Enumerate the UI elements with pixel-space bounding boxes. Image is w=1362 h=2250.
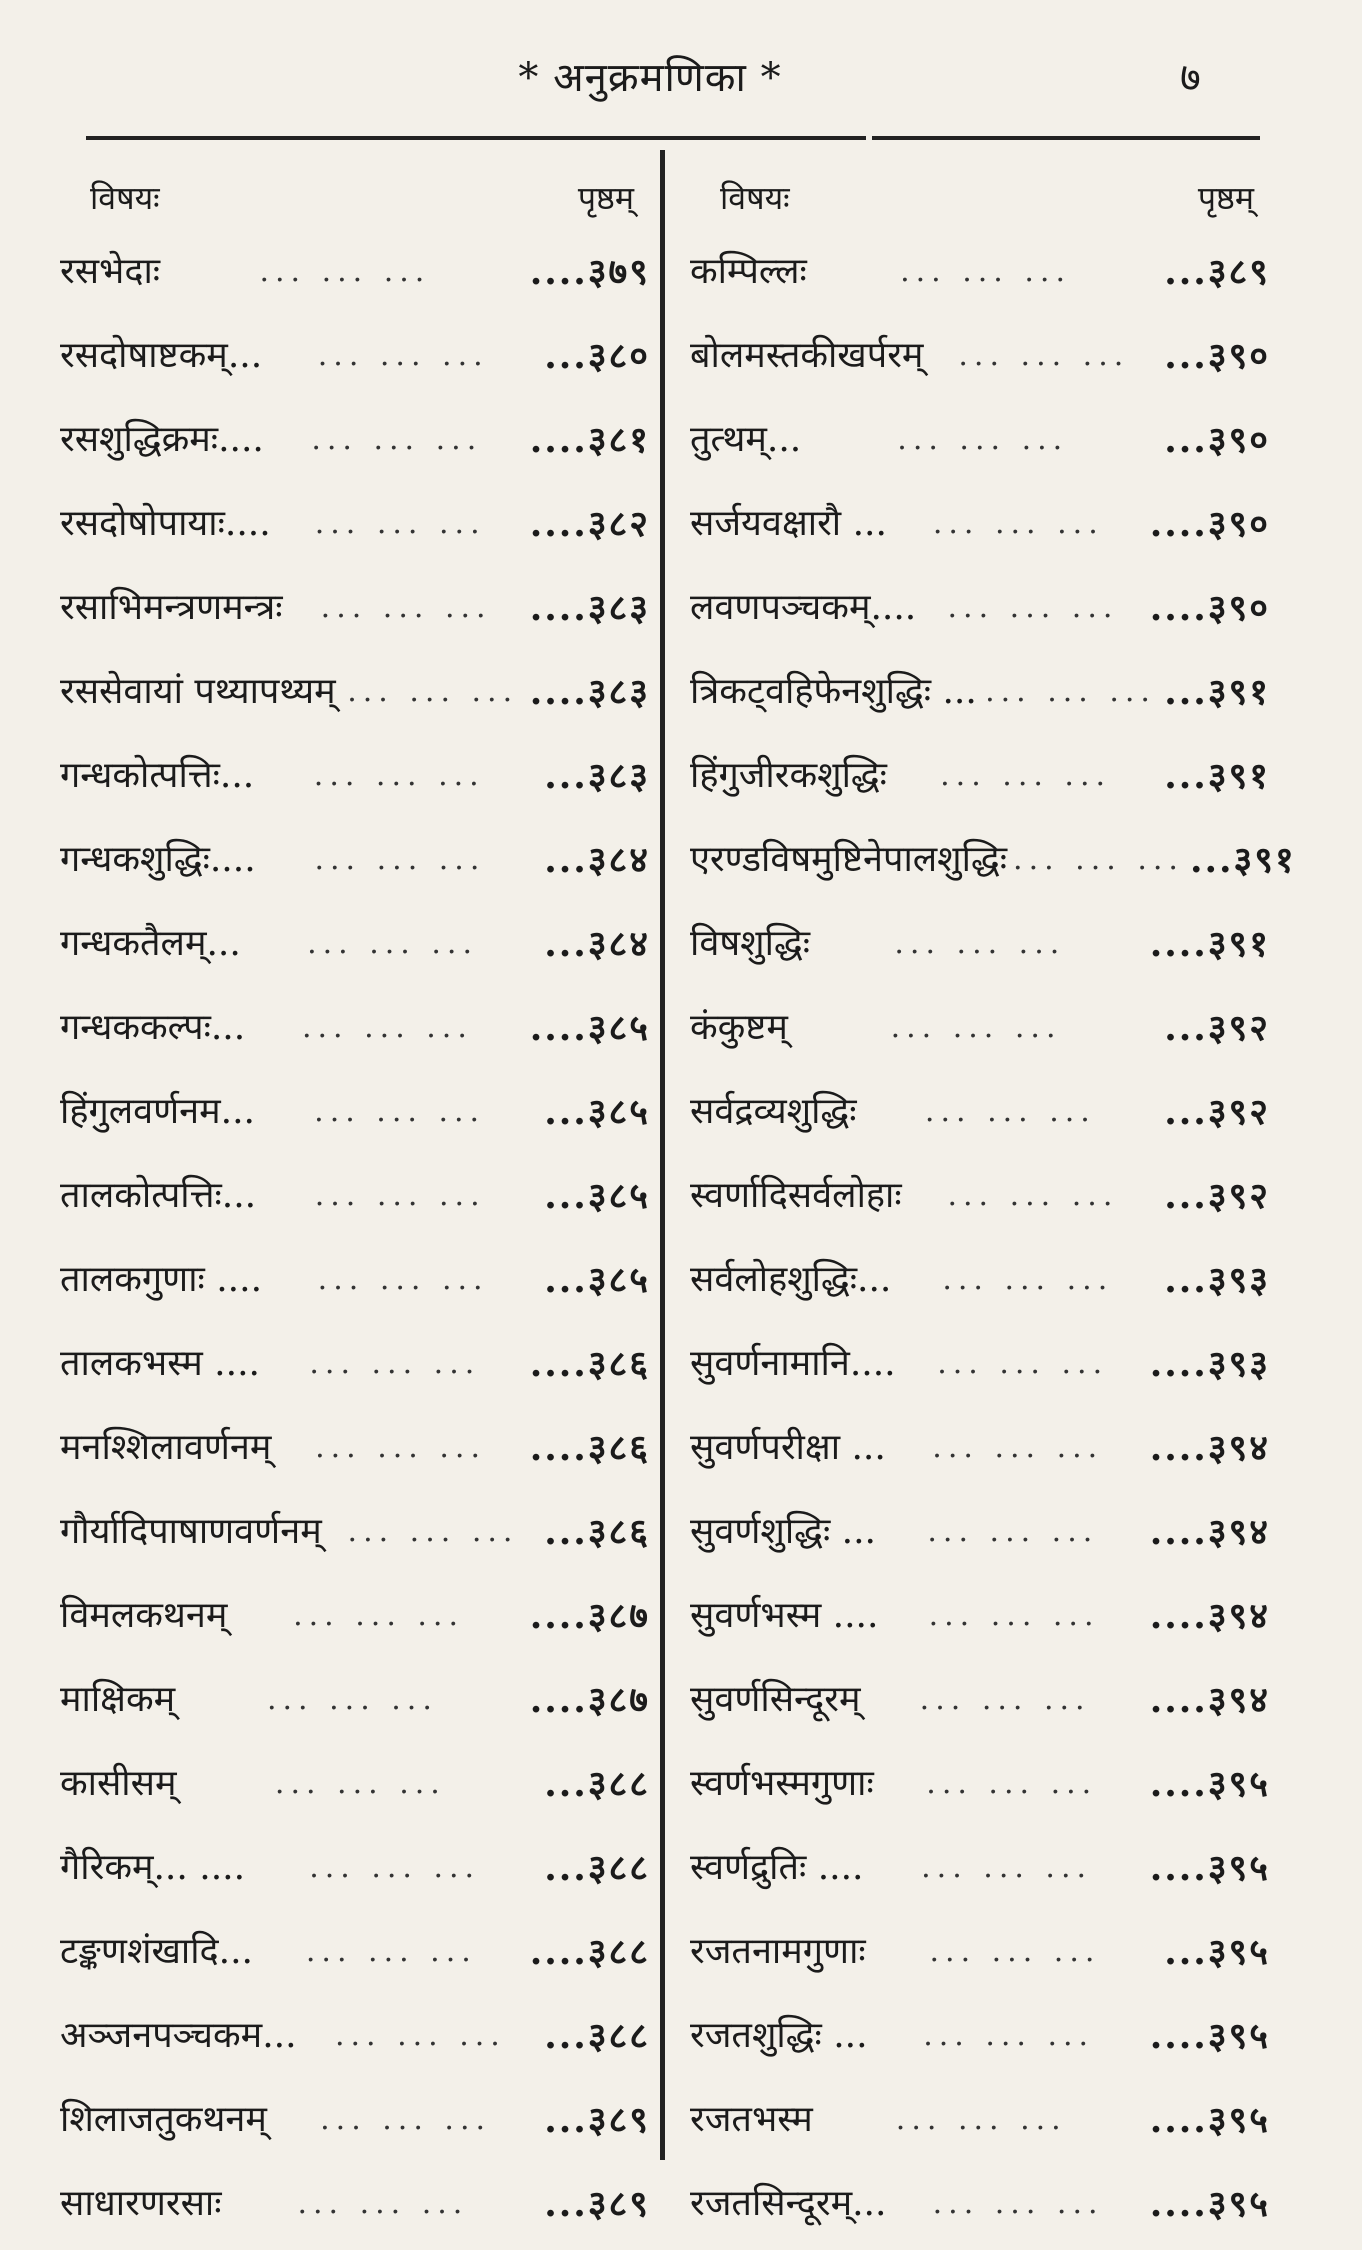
entry-subject: एरण्डविषमुष्टिनेपालशुद्धिः	[690, 839, 1008, 880]
header-rule-right	[872, 136, 1260, 140]
entry-page-number: ...३८९	[544, 2183, 650, 2225]
entry-subject: माक्षिकम्	[60, 1679, 176, 1720]
index-entry	[690, 2162, 1270, 2246]
entry-page-number: ....३८७	[529, 1679, 650, 1721]
entry-page-number: ....३९४	[1149, 1679, 1270, 1721]
index-entry	[690, 2078, 1270, 2162]
entry-subject: गन्धकतैलम्...	[60, 923, 241, 964]
entry-subject: टङ्कणशंखादि...	[60, 1931, 253, 1972]
entry-subject: तालकभस्म ....	[60, 1343, 260, 1384]
index-entry	[60, 650, 650, 734]
entry-subject: रसभेदाः	[60, 251, 161, 292]
leader-dots: ... ... ...	[314, 506, 486, 541]
leader-dots: ... ... ...	[320, 2102, 492, 2137]
entry-page-number: ...३९२	[1164, 1175, 1270, 1217]
leader-dots: ... ... ...	[927, 1514, 1099, 1549]
leader-dots: ... ... ...	[923, 2018, 1095, 2053]
entry-page-number: ...३८०	[544, 335, 650, 377]
entry-page-number: ...३८३	[544, 755, 650, 797]
entry-page-number: ...३८८	[544, 1763, 650, 1805]
leader-dots: ... ... ...	[347, 674, 519, 709]
leader-dots: ... ... ...	[347, 1514, 519, 1549]
entry-subject: स्वर्णभस्मगुणाः	[690, 1763, 874, 1804]
index-entry	[690, 482, 1270, 566]
index-entry	[690, 986, 1270, 1070]
right-page-heading: पृष्ठम्	[1197, 179, 1254, 217]
index-entry	[60, 1490, 650, 1574]
entry-page-number: ...३८६	[544, 1511, 650, 1553]
leader-dots: ... ... ...	[947, 590, 1119, 625]
entry-page-number: ....३८६	[529, 1427, 650, 1469]
entry-page-number: ....३८१	[529, 419, 650, 461]
index-entry	[690, 1574, 1270, 1658]
leader-dots: ... ... ...	[940, 758, 1112, 793]
leader-dots: ... ... ...	[301, 1010, 473, 1045]
index-entry	[60, 1574, 650, 1658]
entry-subject: सुवर्णपरीक्षा ...	[690, 1427, 886, 1468]
entry-subject: तालकोत्पत्तिः...	[60, 1175, 257, 1216]
entry-page-number: ...३९१	[1164, 755, 1270, 797]
index-entry	[690, 1658, 1270, 1742]
leader-dots: ... ... ...	[947, 1178, 1119, 1213]
entry-subject: अञ्जनपञ्चकम...	[60, 2015, 297, 2056]
entry-subject: विमलकथनम्	[60, 1595, 228, 1636]
entry-page-number: ....३८६	[529, 1343, 650, 1385]
left-subject-heading: विषयः	[90, 179, 160, 217]
leader-dots: ... ... ...	[900, 254, 1071, 289]
entry-page-number: ...३८४	[544, 923, 650, 965]
entry-page-number: ....३८८	[529, 1931, 650, 1973]
entry-subject: गन्धककल्पः...	[60, 1007, 246, 1048]
leader-dots: ... ... ...	[985, 674, 1156, 709]
index-entry	[60, 398, 650, 482]
entry-subject: स्वर्णादिसर्वलोहाः	[690, 1175, 902, 1216]
right-index-list	[690, 230, 1296, 2246]
index-entry	[60, 1322, 650, 1406]
leader-dots: ... ... ...	[274, 1766, 446, 1801]
entry-subject: गन्धकोत्पत्तिः...	[60, 755, 255, 796]
index-entry	[60, 734, 650, 818]
leader-dots: ... ... ...	[334, 2018, 506, 2053]
leader-dots: ... ... ...	[921, 1850, 1093, 1885]
entry-page-number: ....३८३	[529, 671, 650, 713]
index-entry	[690, 566, 1270, 650]
entry-subject: विषशुद्धिः	[690, 923, 810, 964]
leader-dots: ... ... ...	[919, 1682, 1091, 1717]
entry-page-number: ....३९०	[1149, 503, 1270, 545]
right-column-header	[690, 160, 1270, 220]
entry-page-number: ....३९३	[1149, 1343, 1270, 1385]
index-entry	[690, 1742, 1270, 1826]
entry-page-number: ...३९०	[1164, 419, 1270, 461]
index-entry	[60, 1658, 650, 1742]
entry-page-number: ....३९०	[1149, 587, 1270, 629]
entry-subject: तालकगुणाः ....	[60, 1259, 263, 1300]
entry-page-number: ...३८४	[544, 839, 650, 881]
index-entry	[60, 1910, 650, 1994]
leader-dots: ... ... ...	[307, 926, 478, 961]
leader-dots: ... ... ...	[924, 1094, 1096, 1129]
index-entry	[60, 1406, 650, 1490]
index-entry	[690, 818, 1296, 902]
entry-page-number: ...३९१	[1164, 671, 1270, 713]
entry-subject: रसशुद्धिक्रमः....	[60, 419, 264, 460]
index-entry	[60, 1994, 650, 2078]
index-entry	[60, 482, 650, 566]
entry-page-number: ....३९१	[1149, 923, 1270, 965]
leader-dots: ... ... ...	[314, 1094, 486, 1129]
entry-page-number: ...३९१	[1189, 839, 1296, 881]
left-column-header	[60, 160, 650, 220]
page-header	[0, 48, 1362, 108]
leader-dots: ... ... ...	[928, 1598, 1100, 1633]
left-index-list	[60, 230, 650, 2246]
leader-dots: ... ... ...	[309, 1850, 481, 1885]
entry-subject: शिलाजतुकथनम्	[60, 2099, 267, 2140]
index-entry	[690, 902, 1270, 986]
index-entry	[690, 1406, 1270, 1490]
leader-dots: ... ... ...	[311, 422, 483, 457]
column-divider	[660, 150, 665, 2160]
entry-subject: कासीसम्	[60, 1763, 177, 1804]
entry-page-number: ...३९०	[1164, 335, 1270, 377]
index-entry	[60, 2078, 650, 2162]
index-entry	[60, 1070, 650, 1154]
leader-dots: ... ... ...	[894, 926, 1066, 961]
entry-subject: गैरिकम्... ....	[60, 1847, 246, 1888]
leader-dots: ... ... ...	[932, 1430, 1104, 1465]
leader-dots: ... ... ...	[932, 2186, 1104, 2221]
entry-page-number: ....३८२	[529, 503, 650, 545]
entry-subject: सुवर्णसिन्दूरम्	[690, 1679, 861, 1720]
entry-page-number: ...३८५	[544, 1091, 650, 1133]
entry-subject: बोलमस्तकीखर्परम्	[690, 335, 924, 376]
entry-page-number: ...३८५	[544, 1175, 650, 1217]
leader-dots: ... ... ...	[315, 1430, 486, 1465]
index-entry	[60, 986, 650, 1070]
leader-dots: ... ... ...	[937, 1346, 1109, 1381]
entry-subject: रजतनामगुणाः	[690, 1931, 866, 1972]
leader-dots: ... ... ...	[942, 1262, 1114, 1297]
index-entry	[60, 230, 650, 314]
page-number: ७	[1180, 55, 1201, 101]
entry-page-number: ....३८५	[529, 1007, 650, 1049]
index-entry	[690, 1070, 1270, 1154]
entry-subject: गौर्यादिपाषाणवर्णनम्	[60, 1511, 322, 1552]
entry-page-number: ....३७९	[529, 251, 650, 293]
entry-subject: साधारणरसाः	[60, 2183, 222, 2224]
entry-subject: सर्जयवक्षारौ ...	[690, 503, 887, 544]
index-entry	[60, 1238, 650, 1322]
entry-page-number: ...३९३	[1164, 1259, 1270, 1301]
leader-dots: ... ... ...	[297, 2186, 469, 2221]
leader-dots: ... ... ...	[259, 254, 431, 289]
index-entry	[60, 314, 650, 398]
index-entry	[690, 1910, 1270, 1994]
leader-dots: ... ... ...	[897, 422, 1069, 457]
index-entry	[60, 1742, 650, 1826]
index-entry	[690, 1154, 1270, 1238]
leader-dots: ... ... ...	[958, 338, 1130, 373]
entry-subject: रजतशुद्धिः ...	[690, 2015, 868, 2056]
entry-subject: रसाभिमन्त्रणमन्त्रः	[60, 587, 283, 628]
entry-page-number: ....३९४	[1149, 1427, 1270, 1469]
index-entry	[60, 566, 650, 650]
entry-subject: रजतभस्म	[690, 2099, 813, 2140]
leader-dots: ... ... ...	[926, 1766, 1098, 1801]
entry-page-number: ...३८८	[544, 1847, 650, 1889]
entry-subject: रजतसिन्दूरम्...	[690, 2183, 887, 2224]
entry-subject: रसदोषोपायाः....	[60, 503, 271, 544]
leader-dots: ... ... ...	[895, 2102, 1067, 2137]
index-entry	[60, 2162, 650, 2246]
index-entry	[690, 1994, 1270, 2078]
entry-page-number: ....३९५	[1149, 2183, 1270, 2225]
entry-subject: सर्वद्रव्यशुद्धिः	[690, 1091, 857, 1132]
entry-page-number: ...३८८	[544, 2015, 650, 2057]
leader-dots: ... ... ...	[293, 1598, 465, 1633]
entry-subject: गन्धकशुद्धिः....	[60, 839, 256, 880]
index-entry	[690, 1490, 1270, 1574]
leader-dots: ... ... ...	[1013, 842, 1184, 877]
leader-dots: ... ... ...	[314, 842, 486, 877]
entry-page-number: ...३८५	[544, 1259, 650, 1301]
entry-subject: हिंगुलवर्णनम...	[60, 1091, 255, 1132]
index-entry	[690, 314, 1270, 398]
entry-subject: रसदोषाष्टकम्...	[60, 335, 263, 376]
leader-dots: ... ... ...	[932, 506, 1104, 541]
entry-page-number: ....३९५	[1149, 1763, 1270, 1805]
entry-page-number: ....३९४	[1149, 1511, 1270, 1553]
entry-page-number: ....३८७	[529, 1595, 650, 1637]
leader-dots: ... ... ...	[314, 1178, 486, 1213]
leader-dots: ... ... ...	[320, 590, 492, 625]
entry-subject: मनश्शिलावर्णनम्	[60, 1427, 272, 1468]
entry-page-number: ....३९५	[1149, 2015, 1270, 2057]
index-entry	[690, 1322, 1270, 1406]
entry-subject: रससेवायां पथ्यापथ्यम्	[60, 671, 336, 712]
index-entry	[690, 1238, 1270, 1322]
entry-subject: सर्वलोहशुद्धिः...	[690, 1259, 892, 1300]
right-column	[690, 160, 1296, 2225]
entry-subject: हिंगुजीरकशुद्धिः	[690, 755, 887, 796]
leader-dots: ... ... ...	[309, 1346, 481, 1381]
index-entry	[690, 734, 1270, 818]
entry-subject: स्वर्णद्रुतिः ....	[690, 1847, 864, 1888]
right-subject-heading: विषयः	[720, 179, 790, 217]
leader-dots: ... ... ...	[313, 758, 485, 793]
entry-page-number: ...३८९	[544, 2099, 650, 2141]
entry-page-number: ....३९५	[1149, 2099, 1270, 2141]
index-entry	[60, 818, 650, 902]
leader-dots: ... ... ...	[890, 1010, 1062, 1045]
entry-page-number: ...३९५	[1164, 1931, 1270, 1973]
entry-page-number: ...३८९	[1164, 251, 1270, 293]
entry-subject: तुत्थम्...	[690, 419, 802, 460]
leader-dots: ... ... ...	[305, 1934, 477, 1969]
index-entry	[60, 1826, 650, 1910]
header-rule-left	[86, 136, 866, 140]
leader-dots: ... ... ...	[266, 1682, 438, 1717]
index-entry	[60, 1154, 650, 1238]
entry-page-number: ....३९४	[1149, 1595, 1270, 1637]
index-entry	[60, 902, 650, 986]
left-column	[60, 160, 650, 2225]
entry-page-number: ....३९५	[1149, 1847, 1270, 1889]
entry-subject: लवणपञ्चकम्....	[690, 587, 917, 628]
index-entry	[690, 1826, 1270, 1910]
leader-dots: ... ... ...	[929, 1934, 1101, 1969]
leader-dots: ... ... ...	[317, 338, 489, 373]
index-entry	[690, 398, 1270, 482]
entry-subject: त्रिकट्वहिफेनशुद्धिः ...	[690, 671, 977, 712]
entry-page-number: ...३९२	[1164, 1007, 1270, 1049]
entry-subject: सुवर्णशुद्धिः ...	[690, 1511, 876, 1552]
page-title: * अनुक्रमणिका *	[518, 55, 782, 101]
entry-subject: कंकुष्टम्	[690, 1007, 788, 1048]
left-page-heading: पृष्ठम्	[577, 179, 634, 217]
index-entry	[690, 230, 1270, 314]
entry-page-number: ...३९२	[1164, 1091, 1270, 1133]
entry-subject: सुवर्णभस्म ....	[690, 1595, 879, 1636]
leader-dots: ... ... ...	[317, 1262, 489, 1297]
entry-subject: कम्पिल्लः	[690, 251, 807, 292]
entry-page-number: ....३८३	[529, 587, 650, 629]
index-entry	[690, 650, 1270, 734]
entry-subject: सुवर्णनामानि....	[690, 1343, 896, 1384]
